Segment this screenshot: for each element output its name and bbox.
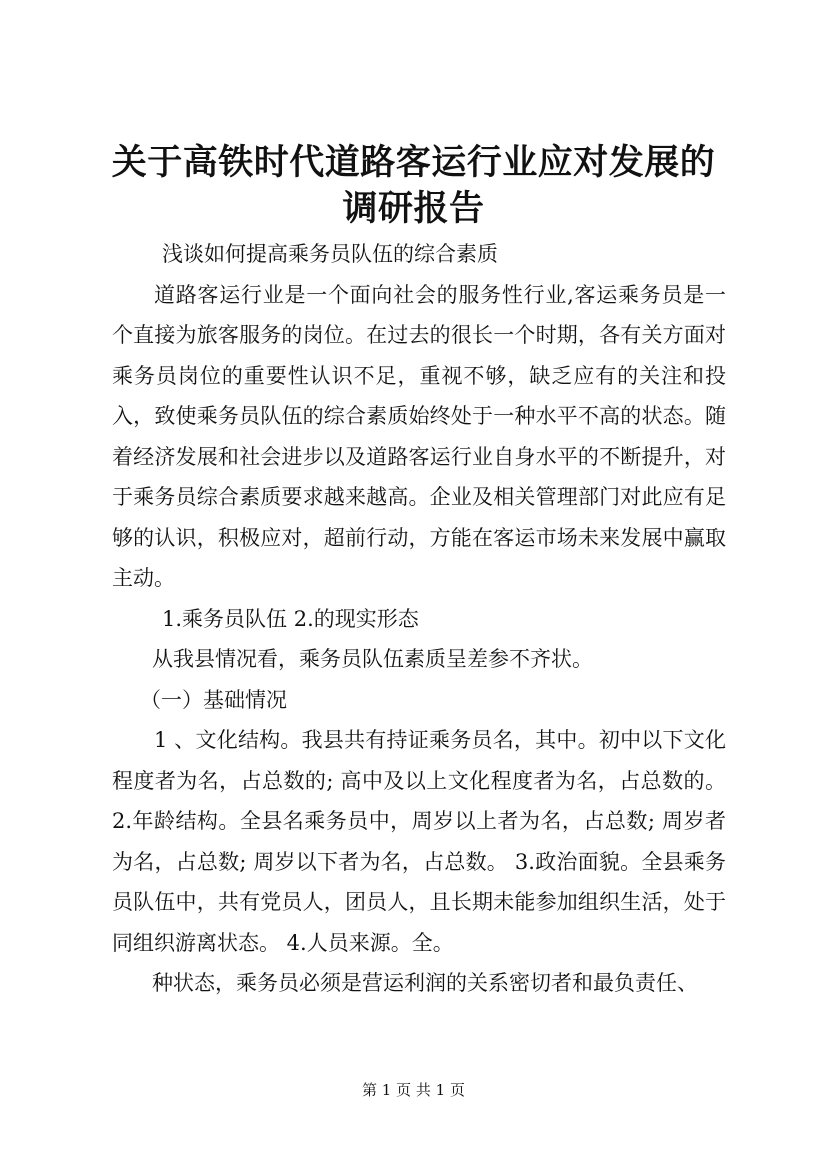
section-heading: 1.乘务员队伍 2.的现实形态	[162, 606, 419, 631]
page-footer: 第 1 页 共 1 页	[362, 1081, 465, 1099]
body-paragraph: 从我县情况看，乘务员队伍素质呈差参不齐状。	[152, 647, 593, 671]
document-body	[112, 234, 726, 1004]
body-paragraph: 道路客运行业是一个面向社会的服务性行业,客运乘务员是一个直接为旅客服务的岗位。在过去的很长一个时期，各有关方面对乘务员岗位的重要性认识不足，重视不够，缺乏应有的关注和投入，致使乘务员队伍的综合素质始终处于一种水平不高的状态。随着经济发展和社会进步以及道路客运行业自身水平的不断提升，对于乘务员综合素质要求越来越高。企业及相关管理部门对此应有足够的认识，积极应对，超前行动，方能在客运市场未来发展中赢取主动。	[112, 282, 726, 590]
subtitle-paragraph: 浅谈如何提高乘务员队伍的综合素质	[162, 242, 498, 266]
body-paragraph: 1 、文化结构。我县共有持证乘务员名，其中。初中以下文化程度者为名，占总数的; 高中及以上文化程度者为名，占总数的。 2.年龄结构。全县名乘务员中，周岁以上者为名，占总数; 周岁者为名，占总数; 周岁以下者为名，占总数。 3.政治面貌。全县乘务员队伍中，共有党员人，团员人，且长期未能参加组织生活，处于同组织游离状态。 4.人员来源。全。	[112, 728, 726, 955]
document-title: 关于高铁时代道路客运行业应对发展的调研报告	[111, 142, 716, 229]
body-paragraph: 种状态，乘务员必须是营运利润的关系密切者和最负责任、	[152, 971, 698, 995]
section-heading: （一）基础情况	[140, 687, 287, 712]
